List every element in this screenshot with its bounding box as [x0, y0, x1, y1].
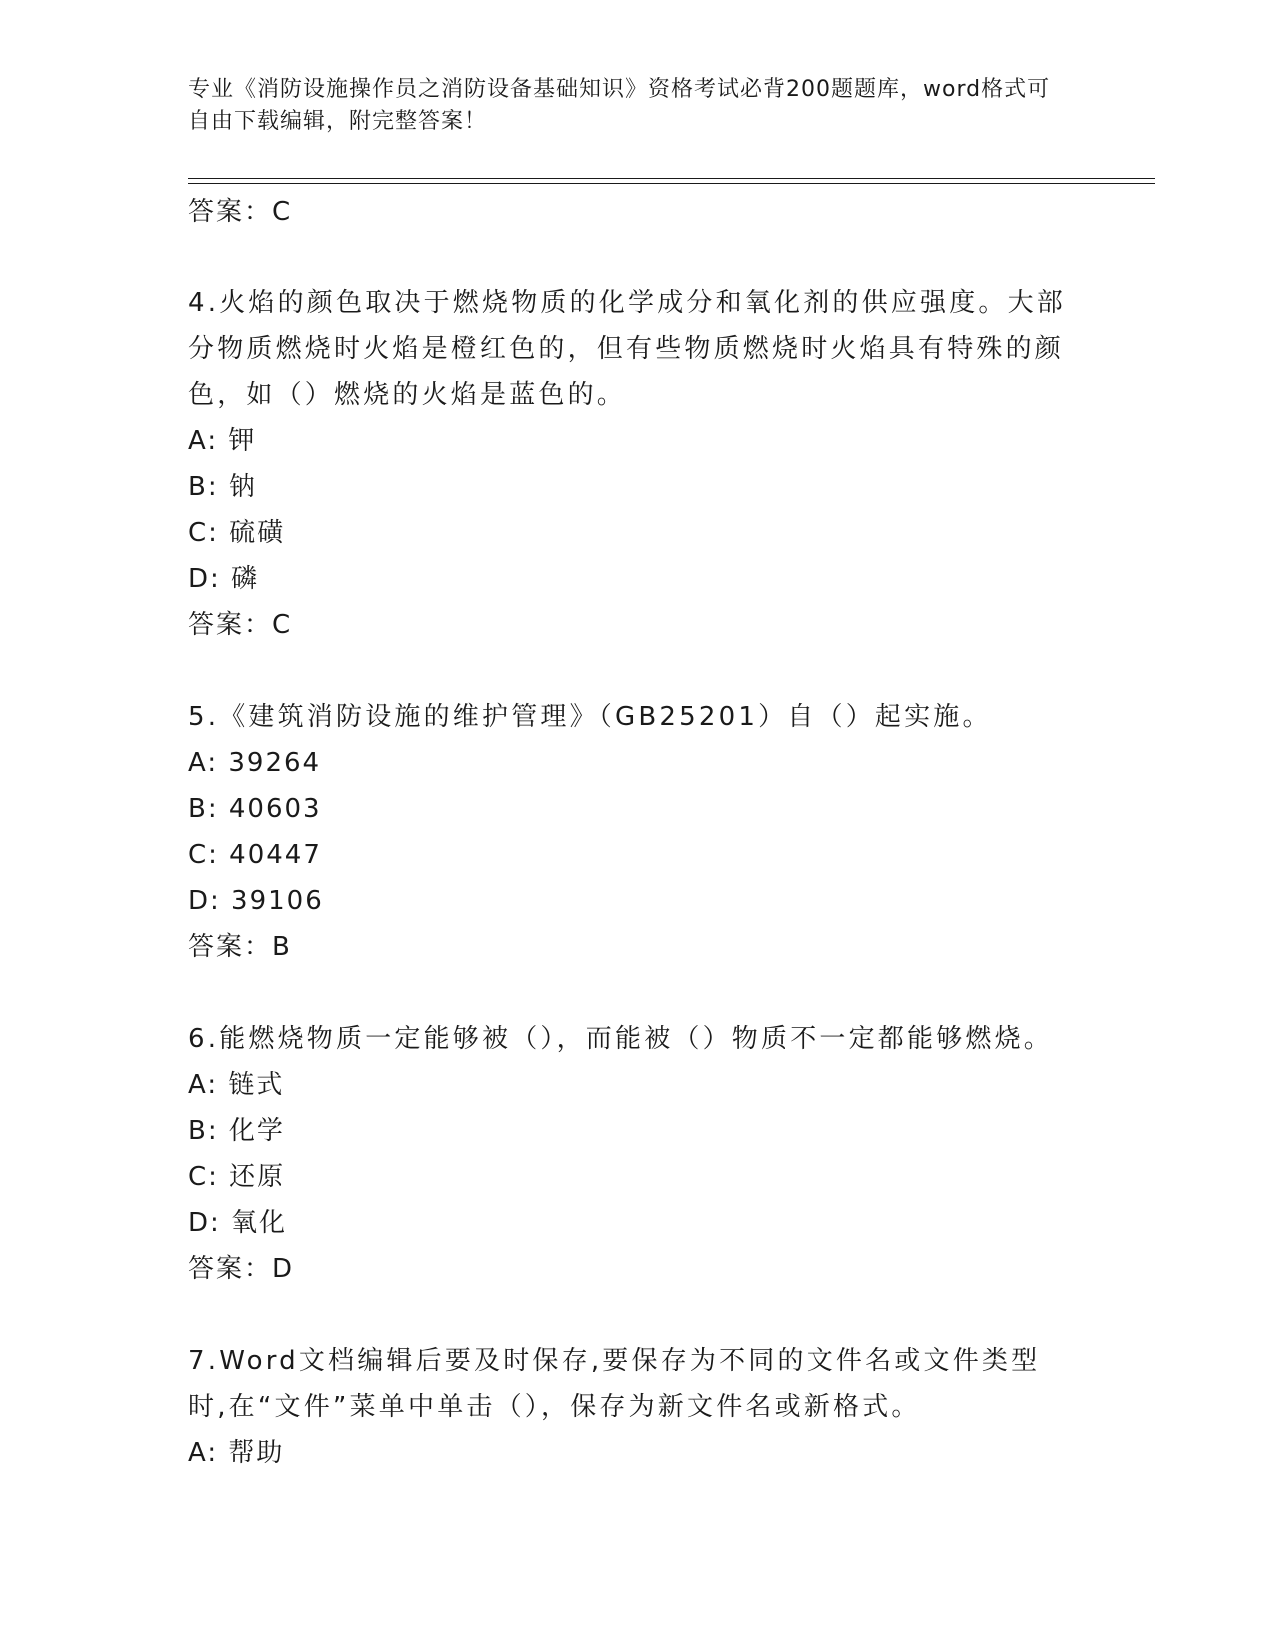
- question-stem: 7.Word文档编辑后要及时保存,要保存为不同的文件名或文件类型时,在“文件”菜单中单击（），保存为新文件名或新格式。: [188, 1346, 1041, 1422]
- option-b: B: 化学: [188, 1116, 285, 1146]
- option-b: B: 40603: [188, 794, 322, 824]
- answer-line: 答案：C: [188, 610, 293, 640]
- answer-line: 答案：B: [188, 932, 292, 962]
- option-b: B: 钠: [188, 472, 257, 502]
- option-c: C: 40447: [188, 840, 322, 870]
- option-d: D: 氧化: [188, 1208, 288, 1238]
- question-stem: 5.《建筑消防设施的维护管理》（GB25201）自（）起实施。: [188, 702, 992, 732]
- option-d: D: 磷: [188, 564, 260, 594]
- option-a: A: 链式: [188, 1070, 285, 1100]
- question-5: [188, 694, 1068, 970]
- option-c: C: 还原: [188, 1162, 286, 1192]
- question-6: [188, 1016, 1068, 1292]
- option-a: A: 帮助: [188, 1438, 285, 1468]
- question-7: [188, 1338, 1068, 1476]
- answer-line: 答案：C: [188, 197, 293, 227]
- question-stem: 4.火焰的颜色取决于燃烧物质的化学成分和氧化剂的供应强度。大部分物质燃烧时火焰是橙红色的，但有些物质燃烧时火焰具有特殊的颜色，如（）燃烧的火焰是蓝色的。: [188, 288, 1067, 410]
- document-header: 专业《消防设施操作员之消防设备基础知识》资格考试必背200题题库，word格式可自由下载编辑，附完整答案！: [188, 77, 1051, 134]
- option-c: C: 硫磺: [188, 518, 286, 548]
- question-stem: 6.能燃烧物质一定能够被（），而能被（）物质不一定都能够燃烧。: [188, 1024, 1054, 1054]
- header-rule-bottom: [188, 183, 1155, 184]
- option-a: A: 钾: [188, 426, 257, 456]
- option-d: D: 39106: [188, 886, 324, 916]
- question-4: [188, 280, 1068, 648]
- question-list: [188, 190, 1068, 1476]
- header-rule-top: [188, 178, 1155, 179]
- option-a: A: 39264: [188, 748, 322, 778]
- answer-line: 答案：D: [188, 1254, 295, 1284]
